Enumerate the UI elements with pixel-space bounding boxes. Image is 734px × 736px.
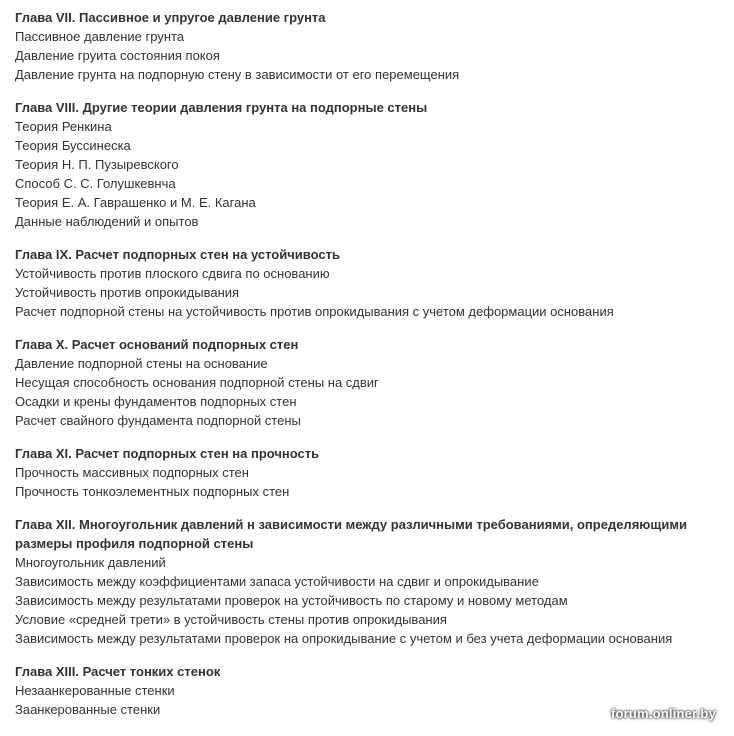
list-item: Расчет подпорной стены на устойчивость против опрокидывания с учетом деформации основания xyxy=(15,304,614,319)
list-item: Данные наблюдений и опытов xyxy=(15,214,199,229)
chapter-items xyxy=(15,27,730,84)
chapter-9 xyxy=(15,245,730,321)
chapter-11 xyxy=(15,444,730,501)
list-item: Теория Н. П. Пузыревского xyxy=(15,157,179,172)
list-item: Способ С. С. Голушкевнча xyxy=(15,176,176,191)
list-item: Устойчивость против плоского сдвига по основанию xyxy=(15,266,330,281)
chapter-title: Глава XIII. Расчет тонких стенок xyxy=(15,664,221,679)
chapter-title: Глава XI. Расчет подпорных стен на прочность xyxy=(15,446,320,461)
list-item: Многоугольник давлений xyxy=(15,555,166,570)
chapter-items xyxy=(15,553,730,648)
table-of-contents xyxy=(15,8,730,733)
list-item: Давление грунта на подпорную стену в зависимости от его перемещения xyxy=(15,67,460,82)
chapter-items xyxy=(15,463,730,501)
chapter-title: Глава XII. Многоугольник давлений н зависимости между различными требованиями, определяющими размеры профиля подпорной стены xyxy=(15,517,687,551)
list-item: Осадки и крены фундаментов подпорных стен xyxy=(15,394,297,409)
list-item: Прочность массивных подпорных стен xyxy=(15,465,249,480)
watermark: forum.onliner.by xyxy=(610,706,716,721)
list-item: Расчет свайного фундамента подпорной стены xyxy=(15,413,301,428)
list-item: Несущая способность основания подпорной стены на сдвиг xyxy=(15,375,379,390)
list-item: Зависимость между коэффициентами запаса устойчивости на сдвиг и опрокидывание xyxy=(15,574,539,589)
chapter-title: Глава VII. Пассивное и упругое давление грунта xyxy=(15,10,326,25)
chapter-12 xyxy=(15,515,730,648)
chapter-8 xyxy=(15,98,730,231)
chapter-items xyxy=(15,354,730,430)
chapter-7 xyxy=(15,8,730,84)
chapter-items xyxy=(15,117,730,231)
list-item: Устойчивость против опрокидывания xyxy=(15,285,240,300)
chapter-title: Глава IX. Расчет подпорных стен на устойчивость xyxy=(15,247,340,262)
chapter-10 xyxy=(15,335,730,430)
chapter-title: Глава X. Расчет оснований подпорных стен xyxy=(15,337,299,352)
list-item: Теория Буссинеска xyxy=(15,138,131,153)
chapter-items xyxy=(15,264,730,321)
list-item: Теория Ренкина xyxy=(15,119,112,134)
chapter-title: Глава VIII. Другие теории давления грунта на подпорные стены xyxy=(15,100,428,115)
list-item: Заанкерованные стенки xyxy=(15,702,161,717)
list-item: Давление подпорной стены на основание xyxy=(15,356,268,371)
list-item: Давление груита состояния покоя xyxy=(15,48,220,63)
list-item: Зависимость между результатами проверок на опрокидывание с учетом и без учета деформации основания xyxy=(15,631,673,646)
list-item: Пассивное давление грунта xyxy=(15,29,185,44)
list-item: Условие «средней трети» в устойчивость стены против опрокидывания xyxy=(15,612,447,627)
list-item: Теория Е. А. Гаврашенко и М. Е. Кагана xyxy=(15,195,256,210)
list-item: Незаанкерованные стенки xyxy=(15,683,175,698)
list-item: Зависимость между результатами проверок на устойчивость по старому и новому методам xyxy=(15,593,568,608)
list-item: Прочность тонкоэлементных подпорных стен xyxy=(15,484,290,499)
